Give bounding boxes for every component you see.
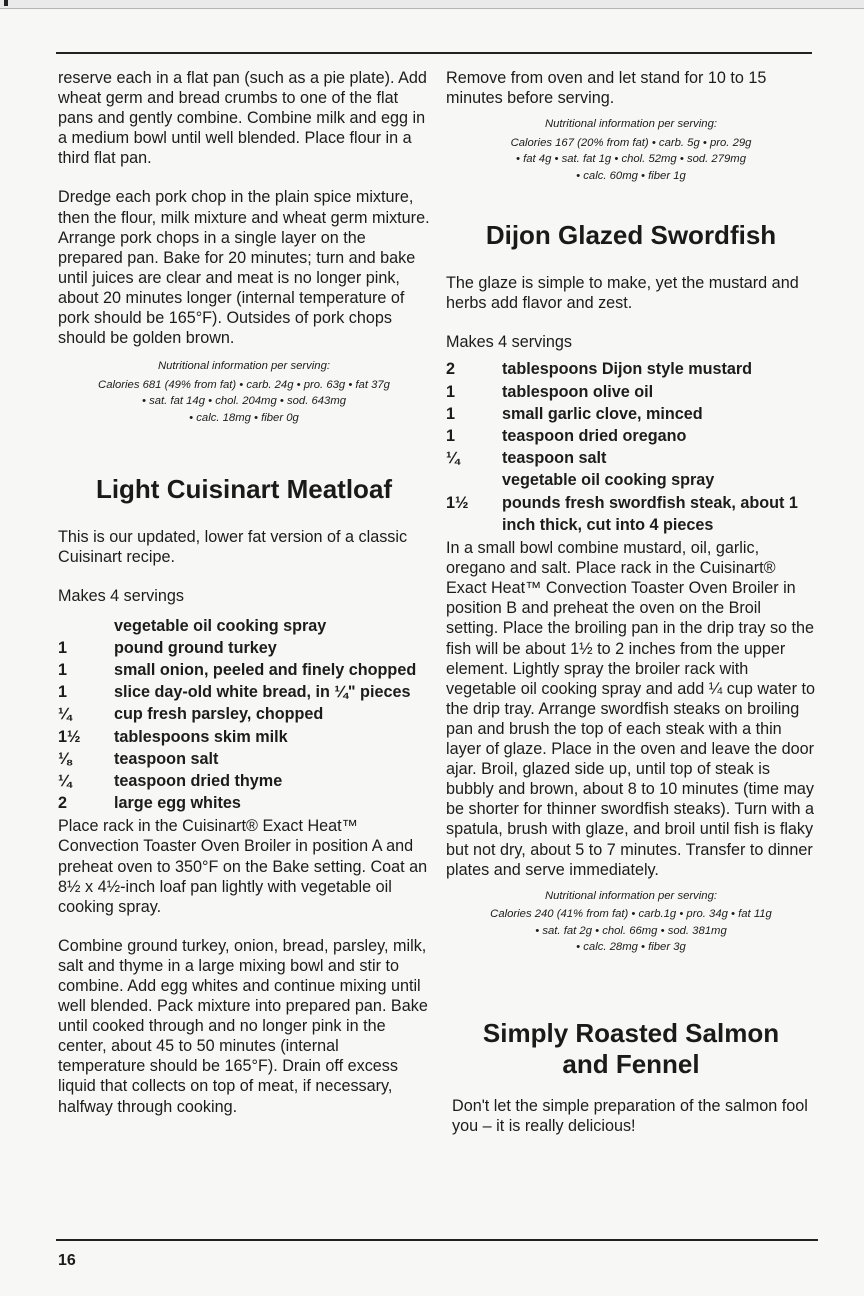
- ingredient-text: teaspoon salt: [114, 749, 219, 768]
- nutrition-heading: Nutritional information per serving:: [157, 360, 331, 373]
- ingredient-text: pounds fresh swordfish steak, about 1 inch thick, cut into 4 pieces: [502, 493, 798, 534]
- ingredient-row: [58, 681, 430, 703]
- meatloaf-step-2: Combine ground turkey, onion, bread, parsley, milk, salt and thyme in a large mixing bowl and stir to combine. Add egg whites and continue mixing until well blended. Pack mixture into prepared pan. Bake until cooked through and no longer pink in the center, about 45 to 50 minutes (internal temperature should be 165°F). Drain off excess liquid that collects on top of meat, if necessary, halfway through cooking.: [58, 936, 428, 1116]
- ingredient-text: cup fresh parsley, chopped: [114, 705, 324, 724]
- ingredient-row: [58, 770, 430, 792]
- ingredient-text: vegetable oil cooking spray: [114, 616, 327, 635]
- salmon-title: [446, 1018, 816, 1080]
- ingredient-qty: 1½: [58, 727, 81, 746]
- ingredient-qty: ⅛: [58, 749, 72, 768]
- ingredient-text: slice day-old white bread, in ¼" pieces: [114, 683, 411, 702]
- page-number: 16: [58, 1252, 76, 1269]
- nutrition-line: • fat 4g • sat. fat 1g • chol. 52mg • sod. 279mg: [516, 153, 746, 166]
- nutrition-line: Calories 240 (41% from fat) • carb.1g • pro. 34g • fat 11g: [490, 908, 772, 921]
- meatloaf-ingredient-list: [58, 615, 430, 815]
- right-column: [446, 68, 816, 1155]
- ingredient-row: [58, 615, 430, 637]
- swordfish-nutrition: [446, 888, 816, 956]
- nutrition-heading: Nutritional information per serving:: [544, 118, 718, 131]
- ingredient-qty: 1: [446, 427, 456, 446]
- ingredient-row: [58, 726, 430, 748]
- ingredient-text: tablespoon olive oil: [502, 382, 654, 401]
- pork-chop-step-1: reserve each in a flat pan (such as a pie plate). Add wheat germ and bread crumbs to one of the flat pans and gently combine. Combine milk and egg in a medium bowl until well blended. Place flour in a third flat pan.: [58, 69, 427, 168]
- swordfish-title: Dijon Glazed Swordfish: [485, 220, 777, 251]
- ingredient-qty: [58, 615, 114, 637]
- ingredient-row: [58, 637, 430, 659]
- nutrition-line: • calc. 18mg • fiber 0g: [189, 411, 299, 424]
- ingredient-text: tablespoons skim milk: [114, 727, 288, 746]
- swordfish-step: In a small bowl combine mustard, oil, garlic, oregano and salt. Place rack in the Cuisinart® Exact Heat™ Convection Toaster Oven Broiler in position B and preheat the oven on the Broil setting. Place the broiling pan in the drip tray so the fish will be about 1½ to 2 inches from the upper element. Lightly spray the broiler rack with vegetable oil cooking spray and add ¼ cup water to the drip tray. Arrange swordfish steaks on broiling pan and brush the top of each steak with a thin layer of glaze. Place in the oven and leave the door ajar. Broil, glazed side up, until top of steak is bubbly and brown, about 8 to 10 minutes (time may be shorter for thinner swordfish steaks). Turn with a spatula, brush with glaze, and broil until fish is flaky but not dry, about 5 to 7 minutes. Transfer to dinner plates and serve immediately.: [446, 539, 815, 879]
- ingredient-text: vegetable oil cooking spray: [502, 471, 715, 490]
- nutrition-line: • sat. fat 14g • chol. 204mg • sod. 643mg: [141, 395, 347, 408]
- scan-mark: [4, 0, 8, 6]
- ingredient-text: tablespoons Dijon style mustard: [502, 360, 753, 379]
- ingredient-qty: [446, 469, 502, 491]
- top-rule: [56, 52, 812, 54]
- nutrition-line: Calories 681 (49% from fat) • carb. 24g • pro. 63g • fat 37g: [98, 378, 390, 391]
- ingredient-qty: 1: [446, 404, 456, 423]
- ingredient-qty: ¼: [58, 771, 72, 790]
- meatloaf-nutrition: [446, 116, 816, 184]
- ingredient-qty: 2: [446, 360, 456, 379]
- ingredient-text: pound ground turkey: [114, 638, 277, 657]
- scan-top-edge: [0, 0, 864, 9]
- swordfish-ingredient-list: [446, 358, 816, 536]
- nutrition-line: • calc. 60mg • fiber 1g: [576, 169, 686, 182]
- nutrition-line: • sat. fat 2g • chol. 66mg • sod. 381mg: [535, 924, 727, 937]
- ingredient-row: [446, 403, 816, 425]
- ingredient-qty: ¼: [58, 705, 72, 724]
- ingredient-qty: 1: [58, 660, 68, 679]
- ingredient-row: [58, 792, 430, 814]
- ingredient-qty: ¼: [446, 449, 460, 468]
- meatloaf-description: This is our updated, lower fat version of a classic Cuisinart recipe.: [58, 528, 408, 567]
- ingredient-row: [446, 358, 816, 380]
- pork-chop-final-step: Remove from oven and let stand for 10 to 15 minutes before serving.: [446, 69, 767, 108]
- ingredient-row: [446, 447, 816, 469]
- meatloaf-title: Light Cuisinart Meatloaf: [95, 474, 393, 505]
- ingredient-text: teaspoon dried oregano: [502, 427, 687, 446]
- meatloaf-servings: Makes 4 servings: [58, 587, 184, 606]
- ingredient-text: teaspoon salt: [502, 449, 607, 468]
- ingredient-row: [446, 425, 816, 447]
- ingredient-row: [58, 703, 430, 725]
- salmon-title-line-1: Simply Roasted Salmon: [482, 1017, 780, 1048]
- ingredient-row: [58, 659, 430, 681]
- ingredient-row: [446, 469, 816, 491]
- ingredient-qty: 2: [58, 794, 68, 813]
- pork-chop-step-2: Dredge each pork chop in the plain spice mixture, then the flour, milk mixture and wheat germ mixture. Arrange pork chops in a single layer on the prepared pan. Bake for 20 minutes; turn and bake until juices are clear and meat is no longer pink, about 20 minutes longer (internal temperature of pork should be 165°F). Outsides of pork chops should be golden brown.: [58, 188, 430, 348]
- salmon-title-line-2: and Fennel: [562, 1048, 700, 1079]
- ingredient-qty: 1: [58, 638, 68, 657]
- ingredient-qty: 1½: [446, 493, 469, 512]
- left-column: [58, 68, 430, 1117]
- ingredient-text: small onion, peeled and finely chopped: [114, 660, 417, 679]
- ingredient-qty: 1: [58, 683, 68, 702]
- swordfish-servings: Makes 4 servings: [446, 333, 572, 352]
- ingredient-row: [58, 748, 430, 770]
- bottom-rule: [56, 1239, 818, 1241]
- pork-chop-nutrition: [58, 358, 430, 426]
- nutrition-heading: Nutritional information per serving:: [544, 889, 718, 902]
- ingredient-text: teaspoon dried thyme: [114, 771, 283, 790]
- ingredient-qty: 1: [446, 382, 456, 401]
- ingredient-row: [446, 492, 816, 536]
- nutrition-line: • calc. 28mg • fiber 3g: [576, 941, 686, 954]
- ingredient-text: large egg whites: [114, 794, 241, 813]
- ingredient-row: [446, 381, 816, 403]
- salmon-description: Don't let the simple preparation of the salmon fool you – it is really delicious!: [452, 1096, 808, 1135]
- swordfish-description: The glaze is simple to make, yet the mustard and herbs add flavor and zest.: [446, 274, 799, 313]
- meatloaf-step-1: Place rack in the Cuisinart® Exact Heat™ Convection Toaster Oven Broiler in position A and preheat oven to 350°F on the Bake setting. Coat an 8½ x 4½-inch loaf pan lightly with vegetable oil cooking spray.: [58, 817, 428, 916]
- nutrition-line: Calories 167 (20% from fat) • carb. 5g • pro. 29g: [510, 136, 752, 149]
- ingredient-text: small garlic clove, minced: [502, 404, 703, 423]
